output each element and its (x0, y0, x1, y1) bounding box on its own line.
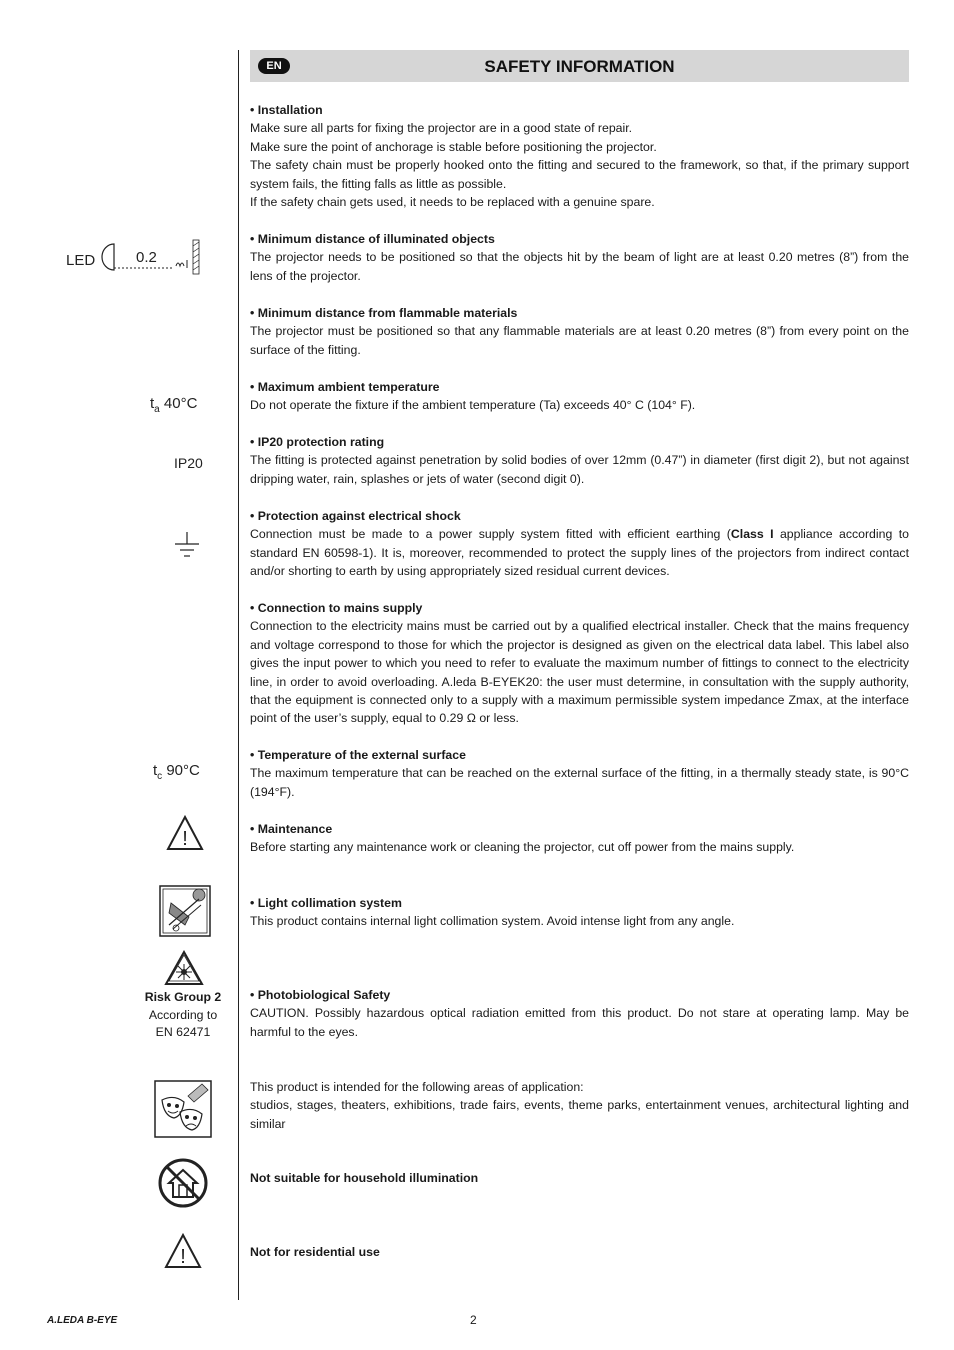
svg-text:!: ! (182, 828, 188, 850)
maintenance-section: • Maintenance Before starting any maintenance work or cleaning the projector, cut off power from the mains supply. (250, 822, 795, 855)
laser-hazard-icon (164, 950, 204, 986)
no-household-icon (157, 1157, 209, 1209)
max-ambient-temp-section: • Maximum ambient temperature Do not operate the fixture if the ambient temperature (Ta) exceeds 40° C (104° F). (250, 380, 696, 413)
ip20-section: • IP20 protection rating The fitting is protected against penetration by solid bodies of over 12mm (0.47”) in diameter (first digit 2), but not against dripping water, rain, splashes or jets of water (second digit 0). (250, 435, 909, 486)
household-notice: Not suitable for household illumination (250, 1171, 479, 1185)
earth-ground-icon (172, 530, 202, 560)
residential-notice: Not for residential use (250, 1245, 380, 1259)
led-distance-value: 0.2 (136, 249, 157, 266)
ip-rating-label: IP20 (174, 455, 203, 471)
section-header (250, 50, 909, 82)
collimation-warning-icon (159, 885, 211, 937)
min-distance-flammable-section: • Minimum distance from flammable materials The projector must be positioned so that any flammable materials are at least 0.20 metres (8”) from every point on the surface of the fitting. (250, 306, 909, 357)
collimation-section: • Light collimation system This product contains internal light collimation system. Avoid intense light from any angle. (250, 896, 735, 929)
application-section: This product is intended for the following areas of application: studios, stages, theaters, exhibitions, trade fairs, events, theme parks, entertainment venues, architectural lighting and similar (250, 1080, 909, 1131)
page-title: SAFETY INFORMATION (484, 57, 675, 76)
residential-warning-icon (164, 1233, 202, 1269)
risk-group-label: Risk Group 2 According to EN 62471 (144, 990, 222, 1039)
led-label: LED (66, 252, 96, 269)
min-distance-illuminated-section: • Minimum distance of illuminated objects The projector needs to be positioned so that the objects hit by the beam of light are at least 0.20 metres (8”) from the lens of the projector. (250, 232, 909, 283)
footer-brand: A.LEDA B-EYE (47, 1315, 118, 1326)
ambient-temp-label: $t_a$ 40°C (150, 395, 198, 415)
page-number: 2 (470, 1313, 477, 1327)
entertainment-application-icon (154, 1080, 212, 1138)
warning-triangle-icon (166, 815, 204, 851)
electrical-shock-section: • Protection against electrical shock Connection must be made to a power supply system fitted with efficient earthing (Class I appliance according to standard EN 60598-1). It is, moreover, recommended to protect the supply lines of the projectors from indirect contact and/or shorting to earth by using appropriately sized residual current devices. (250, 509, 909, 579)
svg-text:!: ! (180, 1246, 186, 1268)
mains-connection-section: • Connection to mains supply Connection to the electricity mains must be carried out by a qualified electrical installer. Check that the mains frequency and voltage correspond to those for which the projector is designed as given on the electrical data label. This label also gives the input power to which you need to refer to evaluate the maximum number of fittings to connect to the electricity line, in order to avoid overloading. A.leda B-EYEK20: the user must determine, in consultation with the supply authority, that the equipment is connected only to a supply with a maximum permissible system impedance Zmax, at the interface point of the user’s supply, equal to 0.29 Ω or less. (250, 601, 909, 726)
installation-section: • Installation Make sure all parts for fixing the projector are in a good state of repair. Make sure the point of anchorage is stable before positioning the projector. The safety chain must be properly hooked onto the fitting and secured to the framework, so that, if the primary support system fails, the fitting falls as little as possible. If the safety chain gets used, it needs to be replaced with a genuine spare. (250, 103, 909, 210)
photobiological-section: • Photobiological Safety CAUTION. Possibly hazardous optical radiation emitted from this product. Do not stare at operating lamp. May be harmful to the eyes. (250, 988, 909, 1039)
language-badge: EN (258, 58, 290, 74)
led-distance-unit: m (176, 252, 184, 262)
surface-temp-label: $t_c$ 90°C (153, 762, 200, 782)
margin-divider (238, 50, 239, 1300)
surface-temp-section: • Temperature of the external surface The maximum temperature that can be reached on the external surface of the fitting, in a thermally steady state, is 90°C (194°F). (250, 748, 909, 799)
